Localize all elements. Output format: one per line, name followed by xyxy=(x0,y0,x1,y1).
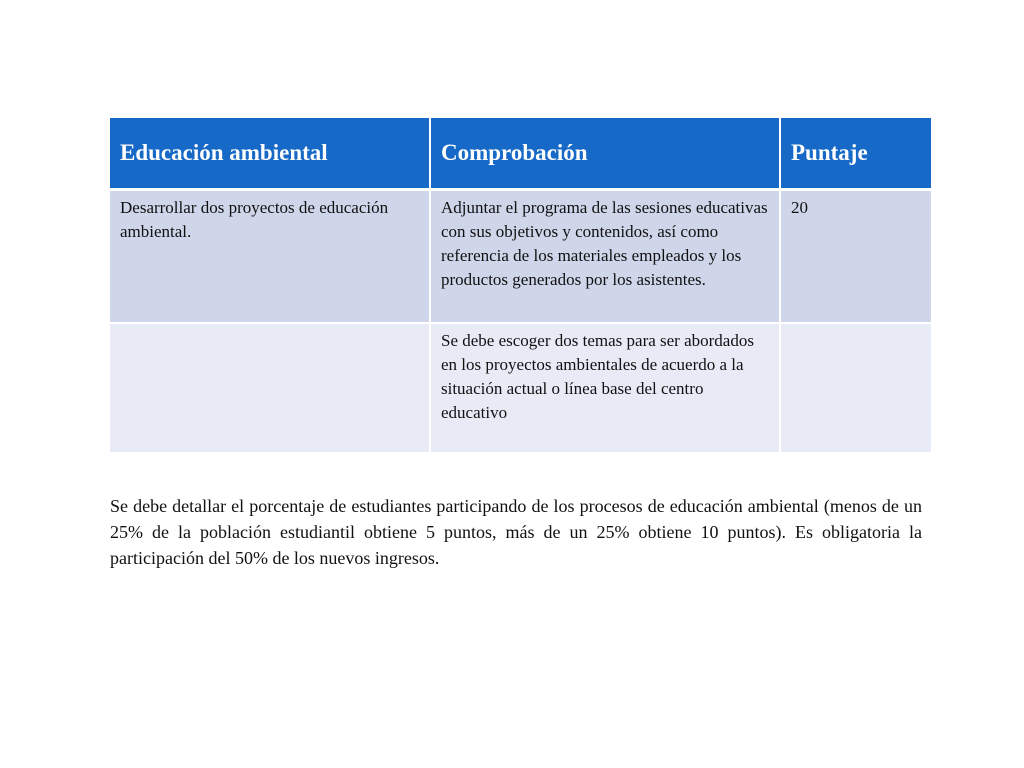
table-cell: Se debe escoger dos temas para ser abordados en los proyectos ambientales de acuerdo a la situación actual o línea base del centro educativo xyxy=(430,323,780,453)
table-cell xyxy=(780,323,931,453)
table-row xyxy=(110,190,931,324)
table-cell: Adjuntar el programa de las sesiones educativas con sus objetivos y contenidos, así como referencia de los materiales empleados y los productos generados por los asistentes. xyxy=(430,190,780,324)
header-educacion-ambiental: Educación ambiental xyxy=(110,118,430,190)
criteria-table xyxy=(110,118,931,454)
note-paragraph: Se debe detallar el porcentaje de estudiantes participando de los procesos de educación ambiental (menos de un 25% de la población estudiantil obtiene 5 puntos, más de un 25% obtiene 10 puntos). Es obligatoria la participación del 50% de los nuevos ingresos. xyxy=(110,496,922,568)
header-comprobacion: Comprobación xyxy=(430,118,780,190)
table-header-row xyxy=(110,118,931,190)
table-cell: Desarrollar dos proyectos de educación ambiental. xyxy=(110,190,430,324)
table-cell: 20 xyxy=(780,190,931,324)
table-cell xyxy=(110,323,430,453)
table-row xyxy=(110,323,931,453)
header-puntaje: Puntaje xyxy=(780,118,931,190)
